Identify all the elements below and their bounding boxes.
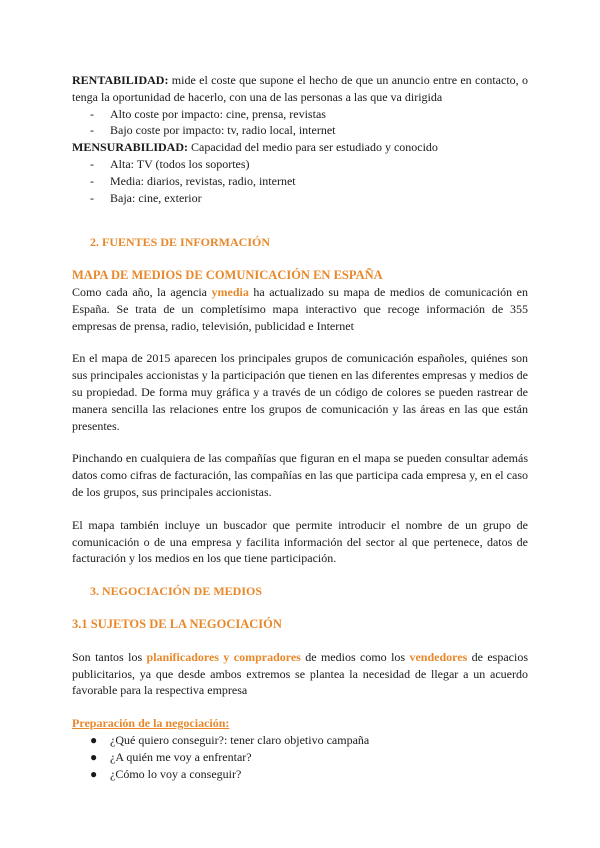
- text-run: de espacios publicitarios, ya que desde ambos extremos se plantea la necesidad de llegar a un acuerdo favorable para la respectiva empresa: [72, 649, 529, 698]
- mensurabilidad-term: MENSURABILIDAD:: [72, 140, 189, 155]
- mensurabilidad-paragraph: [72, 139, 528, 156]
- document-page: [72, 72, 528, 782]
- text-run: Son tantos los: [72, 649, 147, 664]
- list-item: [90, 732, 528, 749]
- ymedia-brand: ymedia: [211, 284, 249, 299]
- list-item: [90, 749, 528, 766]
- mensurabilidad-definition: Capacidad del medio para ser estudiado y conocido: [188, 140, 438, 155]
- rentabilidad-definition: mide el coste que supone el hecho de que un anuncio entre en contacto, o tenga la oportunidad de hacerlo, con una de las personas a las que va dirigida: [72, 73, 528, 104]
- list-item-text: Alto coste por impacto: cine, prensa, revistas: [110, 106, 326, 121]
- rentabilidad-paragraph: [72, 72, 528, 106]
- dash-bullet: -: [90, 156, 94, 171]
- list-item-text: ¿A quién me voy a enfrentar?: [110, 749, 252, 764]
- list-item-text: Media: diarios, revistas, radio, internet: [110, 173, 296, 188]
- list-item: [90, 766, 528, 783]
- section-2-paragraph-4: El mapa también incluye un buscador que permite introducir el nombre de un grupo de comunicación o de una empresa y facilita información del sector al que pertenece, datos de facturación y los medios en los que tiene participación.: [72, 517, 528, 566]
- list-item: [90, 156, 528, 173]
- dash-bullet: -: [90, 190, 94, 205]
- dot-bullet: ●: [90, 732, 98, 747]
- section-3-heading: 3. NEGOCIACIÓN DE MEDIOS: [90, 584, 263, 599]
- vendedores-highlight: vendedores: [409, 649, 468, 664]
- section-2-subheading: MAPA DE MEDIOS DE COMUNICACIÓN EN ESPAÑA: [72, 268, 383, 283]
- section-3-1-subheading: 3.1 SUJETOS DE LA NEGOCIACIÓN: [72, 616, 282, 631]
- list-item-text: ¿Qué quiero conseguir?: tener claro objetivo campaña: [110, 732, 370, 747]
- text-run: de medios como los: [300, 649, 410, 664]
- section-2-paragraph-1: [72, 284, 528, 334]
- text-run: Como cada año, la agencia: [72, 284, 212, 299]
- section-2-paragraph-2: En el mapa de 2015 aparecen los principales grupos de comunicación españoles, quiénes son sus principales accionistas y la participación que tienen en las diferentes empresas y medios de su propiedad. De forma muy gráfica y a través de un código de colores se pueden rastrear de manera sencilla las relaciones entre los grupos de comunicación y las áreas en las que están presentes.: [72, 351, 528, 433]
- list-item-text: Baja: cine, exterior: [110, 190, 202, 205]
- list-item: [90, 122, 528, 139]
- preparation-heading: Preparación de la negociación:: [72, 716, 230, 731]
- list-item: [90, 106, 528, 123]
- dash-bullet: -: [90, 173, 94, 188]
- list-item-text: ¿Cómo lo voy a conseguir?: [110, 766, 242, 781]
- dash-bullet: -: [90, 106, 94, 121]
- section-2-paragraph-3: Pinchando en cualquiera de las compañías que figuran en el mapa se pueden consultar además datos como cifras de facturación, las compañías en las que participa cada empresa y, en el caso de los grupos, sus principales accionistas.: [72, 451, 528, 499]
- planificadores-highlight: planificadores y compradores: [146, 649, 301, 664]
- dot-bullet: ●: [90, 749, 98, 764]
- list-item: [90, 190, 528, 207]
- list-item-text: Bajo coste por impacto: tv, radio local, internet: [110, 123, 336, 138]
- dot-bullet: ●: [90, 766, 98, 781]
- list-item-text: Alta: TV (todos los soportes): [110, 156, 250, 171]
- section-3-paragraph-1: [72, 649, 528, 699]
- section-2-heading: 2. FUENTES DE INFORMACIÓN: [90, 235, 271, 250]
- rentabilidad-term: RENTABILIDAD:: [72, 73, 169, 87]
- list-item: [90, 173, 528, 190]
- text-run: ha actualizado su mapa de medios de comunicación en España. Se trata de un completísimo mapa interactivo que recoge información de 355 empresas de prensa, radio, televisión, publicidad e Internet: [72, 284, 528, 333]
- dash-bullet: -: [90, 123, 94, 138]
